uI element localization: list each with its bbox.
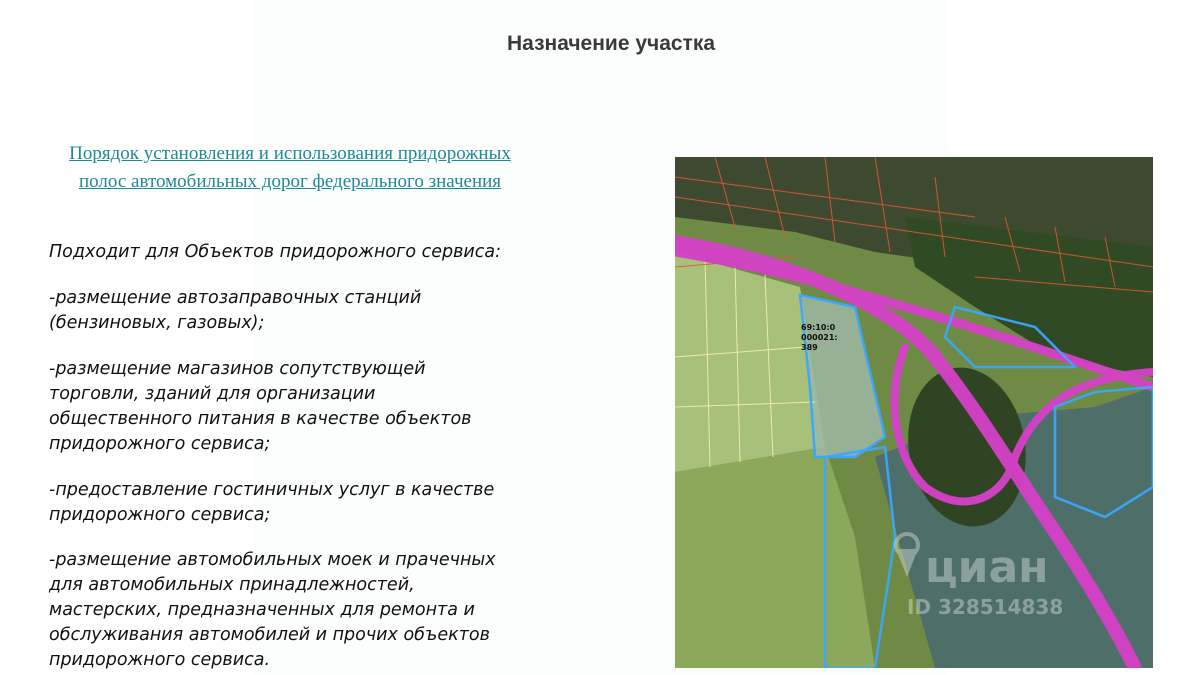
paragraph-hotels: -предоставление гостиничных услуг в качестве придорожного сервиса; (49, 480, 495, 525)
watermark-brand: циан (925, 542, 1049, 593)
page-title: Назначение участка (506, 32, 716, 55)
regulation-link[interactable]: Порядок установления и использования придорожных полос автомобильных дорог федерального значения (69, 143, 511, 192)
parcel-label-line-3: 389 (801, 343, 818, 352)
parcel-label-line-2: 000021: (801, 333, 838, 342)
parcel-label-line-1: 69:10:0 (801, 323, 836, 332)
watermark-id: ID 328514838 (907, 595, 1064, 619)
cadastral-map-image (675, 157, 1153, 668)
paragraph-car-wash: -размещение автомобильных моек и прачечных для автомобильных принадлежностей, мастерских, предназначенных для ремонта и обслуживания автомобилей и прочих объектов придорожного сервиса. (49, 550, 496, 670)
paragraph-shops: -размещение магазинов сопутствующей торговли, зданий для организации общественного питания в качестве объектов придорожного сервиса; (49, 359, 472, 454)
paragraph-fuel-stations: -размещение автозаправочных станций (бензиновых, газовых); (49, 288, 422, 333)
paragraph-intro: Подходит для Объектов придорожного сервиса: (49, 242, 502, 262)
